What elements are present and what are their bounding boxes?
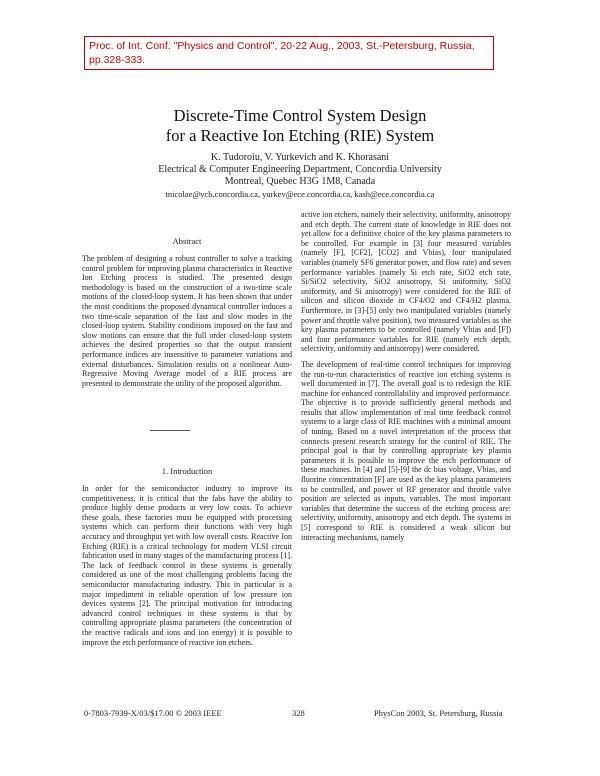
footer-isbn: 0-7803-7939-X/03/$17.00 © 2003 IEEE: [84, 708, 222, 718]
paper-title: [60, 106, 540, 146]
abstract-paragraph: The problem of designing a robust controller to solve a tracking control problem for improving plasma characteristics in Reactive Ion Etching process is studied. The presented design methodology is based on the construction of a two-time scale motions of the closed-loop system. It has been shown that under the most conditions the proposed dynamical controller induces a two time-scale separation of the fast and slow modes in the closed-loop system. Stability conditions imposed on the fast and slow motions can ensure that the full order closed-loop system achieves the desired properties so that the output transient performance indices are insensitive to parameter variations and external disturbances. Simulation results on a nonlinear Auto-Regressive Moving Average model of a RIE process are presented to demonstrate the utility of the proposed algorithm.: [82, 254, 292, 388]
author-emails: tnicolae@vcb.concordia.ca, yurkev@ece.concordia.ca, kash@ece.concordia.ca: [165, 189, 435, 199]
abstract-text: [82, 254, 292, 394]
page-number: 328: [292, 708, 305, 718]
author-department: Electrical & Computer Engineering Department, Concordia University: [158, 164, 442, 175]
author-block: [60, 152, 540, 200]
title-line-2: for a Reactive Ion Etching (RIE) System: [165, 126, 435, 145]
footer-conference: PhysCon 2003, St. Petersburg, Russia: [374, 708, 503, 718]
right-paragraph-2: The development of real-time control techniques for improving the run-to-run characteristics of reactive ion etching systems is well documented in [7]. The overall goal is to redesign the RIE machine for enhanced controllability and improved performance. The objective is to provide sufficiently general methods and results that allow implementation of real time feedback control systems to a large class of RIE machines with a minimal amount of tuning. Based on a novel interpretation of the process that connects present research strategy for the control of RIE. The principal goal is that by controlling appropriate key plasma parameters it is possible to improve the etch performance of these machines. In [4] and [5]-[9] the dc bias voltage, Vbias, and fluorine concentration [F] are used as the key plasma parameters to be controlled, and power of RF generator and throttle valve position are selected as inputs, variables. The most important variables that determine the success of the etching process are: selectivity, uniformity, anisotropy and etch depth. The systems in [5] correspond to RIE is considered a weak silicon but interacting mechanisms, namely: [301, 359, 511, 542]
right-paragraph-1: active ion etchers, namely their selectivity, uniformity, anisotropy and etch depth. The current state of knowledge in RIE does not yet allow for a definitive choice of the key plasma parameters to be controlled. For example in [3] four measured variables (namely [F], [CF2], [CO2] and Vbias), four manipulated variables (namely SF6 generator power, and flow rate) and seven performance variables (namely Si etch rate, SiO2 etch rate, Si/SiO2 selectivity, SiO2 anisotropy, Si uniformity, SiO2 uniformity, and Si anisotropy) were considered for the RIE of silicon and silicon dioxide in CF4/O2 and CF4/H2 plasma. Furthermore, in [3]-[5] only two manipulated variables (namely power and throttle valve position), two measured variables as the key plasma parameters to be controlled (namely Vbias and [F]) and four performance variables for RIE (namely etch depth, selectivity, uniformity and anisotropy) were considered.: [301, 210, 512, 354]
right-column: [301, 210, 511, 548]
intro-paragraph: In order for the semiconductor industry to improve its competitiveness, it is critical that the fabs have the ability to produce highly dense products at very low costs. To achieve these goals, these factories must be equipped with processing systems which can perform their functions with very high accuracy and throughput yet with low overall costs. Reactive Ion Etching (RIE) is a critical technology for modern VLSI circuit fabrication used in many stages of the manufacturing process [1]. The lack of feedback control in these systems is generally considered as one of the most challenging problems facing the semiconductor manufacturing industry. This in particular is a major impediment in reliable operation of low pressure ion devices systems [2]. The principal motivation for introducing advanced control techniques in these systems is that by controlling appropriate plasma parameters (the concentration of the reactive radicals and ions and ion energy) it is possible to improve the etch performance of reactive ion etchers.: [82, 484, 292, 647]
abstract-heading: Abstract: [172, 236, 202, 246]
citation-box: Proc. of Int. Conf. "Physics and Control", 20-22 Aug., 2003, St.-Petersburg, Russia, pp.328-333.: [84, 36, 494, 70]
author-address: Montreal, Quebec H3G 1M8, Canada: [224, 176, 376, 187]
intro-text: [82, 484, 292, 653]
intro-heading: 1. Introduction: [161, 466, 213, 476]
title-line-1: Discrete-Time Control System Design: [173, 106, 427, 125]
author-names: K. Tudoroiu, V. Yurkevich and K. Khorasani: [210, 152, 390, 163]
section-divider: [150, 430, 190, 431]
